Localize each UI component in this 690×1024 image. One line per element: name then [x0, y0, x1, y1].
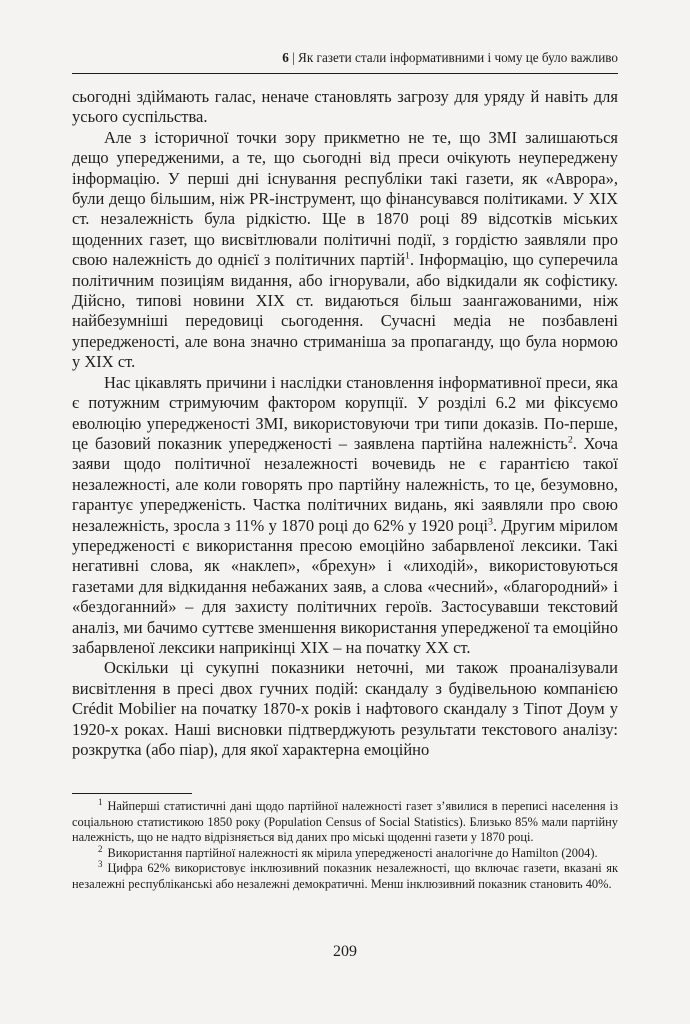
- footnote-2-text: Використання партійної належності як мірила упередженості аналогічне до Hamilton (2004).: [107, 845, 598, 860]
- footnote-3-number: 3: [98, 859, 103, 870]
- page-number: 209: [333, 943, 357, 960]
- header-rule: [72, 73, 618, 74]
- running-head: [72, 50, 618, 66]
- paragraph-4-text: Оскільки ці сукупні показники неточні, ми також проаналізували висвітлення в пресі двох гучних подій: скандалу з будівельною компанією Crédit Mobilier на початку 1870-х років і нафтового скандалу з Тіпот Доум у 1920-х роках. Наші висновки підтверджують результати текстового аналізу: розкрутка (або піар), для якої характерна емоційно: [72, 658, 618, 759]
- footnote-2: [72, 843, 618, 862]
- paragraph-2-text-b: . Інформацію, що суперечила політичним позиціям видання, або ігнорували, або відкидали як софістику. Дійсно, типові новини XIX ст. видаються більш заангажованими, ніж найбезумніші передовиці сьогодення. Сучасні медіа не позбавлені упередженості, але вона значно стриманіша за пропаганду, що була нормою у XIX ст.: [72, 250, 618, 372]
- chapter-title: Як газети стали інформативними і чому це було важливо: [298, 50, 618, 65]
- chapter-number: 6: [282, 50, 289, 65]
- header-separator: |: [292, 50, 295, 65]
- footnote-ref-1[interactable]: 1: [405, 250, 410, 262]
- footnote-3: [72, 861, 618, 892]
- footnotes: [72, 796, 618, 893]
- footnote-rule: [72, 793, 192, 794]
- paragraph-3-text-b: . Хоча заяви щодо політичної незалежності вочевидь не є гарантією такої незалежності, але коли говорять про партійну належність, то це, безумовно, гарантує упередженість. Частка політичних видань, які заявляли про свою незалежність, зросла з 11% у 1870 році до 62% у 1920 році: [72, 433, 618, 535]
- paragraph-1: [72, 87, 618, 128]
- paragraph-3-text-a: Нас цікавлять причини і наслідки становлення інформативної преси, яка є потужним стримуючим фактором корупції. У розділі 6.2 ми фіксуємо еволюцію упередженості ЗМІ, використовуючи три типи доказів. По-перше, це базовий показник упередженості – заявлена партійна належність: [72, 372, 618, 453]
- footnote-2-number: 2: [98, 843, 103, 854]
- paragraph-3: [72, 373, 618, 659]
- footnote-ref-2[interactable]: 2: [567, 434, 573, 446]
- footnote-ref-3[interactable]: 3: [488, 516, 493, 528]
- paragraph-2: [72, 128, 618, 373]
- paragraph-4: [72, 658, 618, 760]
- paragraph-3-text-c: . Другим мірилом упередженості є використання пресою емоційно забарвленої лексики. Такі негативні слова, як «наклеп», «брехун» і «лиходій», використовуються газетами для відкидання небажаних заяв, а слова «чесний», «благородний» і «бездоганний» – для захисту політичних героїв. Застосувавши текстовий аналіз, ми бачимо суттєве зменшення використання упередженої та емоційно забарвленої лексики наприкінці XIX – на початку XX ст.: [72, 515, 618, 657]
- footnote-1: [72, 796, 618, 846]
- footnote-3-text: Цифра 62% використовує інклюзивний показник незалежності, що включає газети, вказані як незалежні республіканські або незалежні демократичні. Менш інклюзивний показник становить 40%.: [72, 861, 618, 891]
- body-text: [72, 87, 618, 760]
- footnote-1-text: Найперші статистичні дані щодо партійної належності газет з’явилися в переписі населення із соціальною статистикою 1850 року (Population Census of Social Statistics). Близько 85% мали партійну належність, що не надто відрізняється від даних про міські щоденні газети у 1870 році.: [72, 799, 618, 845]
- footnote-1-number: 1: [98, 796, 103, 807]
- paragraph-1-text: сьогодні здіймають галас, неначе становлять загрозу для уряду й навіть для усього суспільства.: [72, 87, 618, 127]
- paragraph-2-text-a: Але з історичної точки зору прикметно не те, що ЗМІ залишаються дещо упередженими, а те, що сьогодні від преси очікують неупереджену інформацію. У перші дні існування республіки такі газети, як «Аврора», були дещо більшим, ніж PR-інструмент, що фінансувався політиками. У XIX ст. незалежність була рідкістю. Ще в 1870 році 89 відсотків міських щоденних газет, що висвітлювали політичні події, з гордістю заявляли про свою належність до однієї з політичних партій: [72, 127, 618, 270]
